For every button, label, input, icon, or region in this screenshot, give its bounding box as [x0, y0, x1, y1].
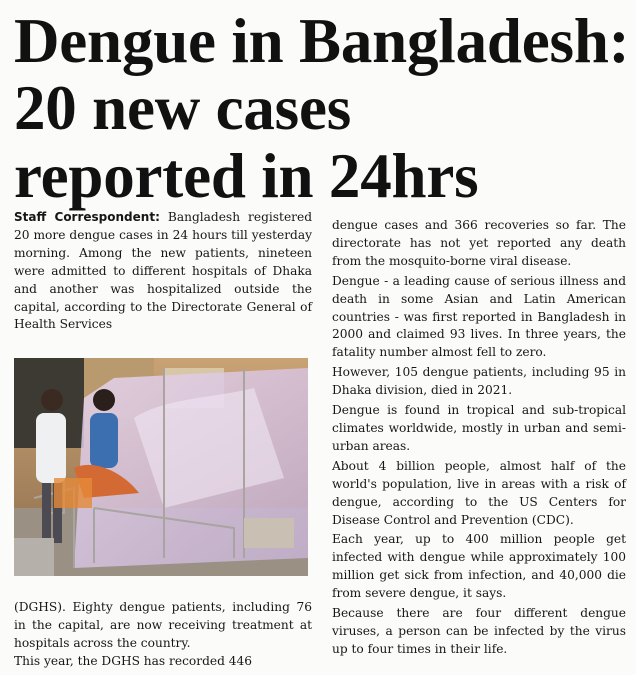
article-paragraph: dengue cases and 366 recoveries so far. The directorate has not yet reported any death from the mosquito-borne viral disease. [332, 218, 626, 268]
article-paragraph: However, 105 dengue patients, including 95 in Dhaka division, died in 2021. [332, 365, 626, 398]
article-paragraph: Because there are four different dengue viruses, a person can be infected by the virus up to four times in their life. [332, 606, 626, 656]
article-column-left-bottom [14, 599, 312, 671]
article-column-left-top [14, 209, 312, 334]
article-column-right [332, 217, 626, 659]
headline-line-1: Dengue in Bangladesh: [14, 6, 630, 76]
article-paragraph: Each year, up to 400 million people get infected with dengue while approximately 100 million get sick from infection, and 40,000 die from severe dengue, it says. [332, 532, 626, 601]
byline: Staff Correspondent: [14, 210, 160, 224]
headline [14, 6, 630, 211]
headline-line-2: 20 new cases [14, 73, 352, 144]
article-lead-paragraph [14, 209, 312, 334]
lead-text: Bangladesh registered 20 more dengue cases in 24 hours till yesterday morning. Among the new patients, nineteen were admitted to different hospitals of Dhaka and another was hospitalized outside the capital, according to the Directorate General of Health Services [14, 210, 312, 332]
article-photo [14, 358, 308, 576]
hospital-ward-photo-icon [14, 358, 308, 576]
headline-line-3: reported in 24hrs [14, 140, 479, 211]
article-paragraph: (DGHS). Eighty dengue patients, including 76 in the capital, are now receiving treatment at hospitals across the country. [14, 600, 312, 650]
article-paragraph: Dengue - a leading cause of serious illness and death in some Asian and Latin American countries - was first reported in Bangladesh in 2000 and claimed 93 lives. In three years, the fatality number almost fell to zero. [332, 273, 626, 360]
article-paragraph: This year, the DGHS has recorded 446 [14, 653, 253, 668]
article-paragraph: About 4 billion people, almost half of the world's population, live in areas with a risk of dengue, according to the US Centers for Disease Control and Prevention (CDC). [332, 458, 626, 527]
article-paragraph: Dengue is found in tropical and sub-tropical climates worldwide, mostly in urban and semi-urban areas. [332, 403, 626, 453]
